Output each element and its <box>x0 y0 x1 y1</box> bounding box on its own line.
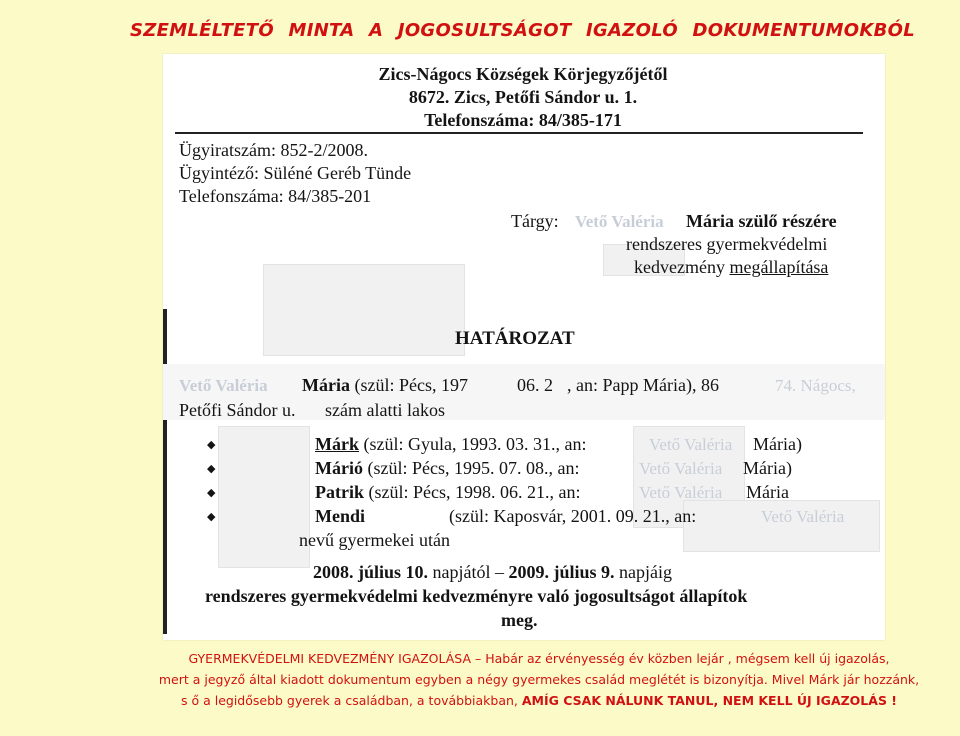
bullet-icon: ◆ <box>207 511 216 523</box>
subject-line2: rendszeres gyermekvédelmi <box>626 234 828 254</box>
redacted-child-mother: Vető Valéria <box>639 483 723 502</box>
issuer-name: Zics-Nágocs Községek Körjegyzőjétől <box>378 64 668 84</box>
issuer-phone: Telefonszáma: 84/385-171 <box>424 110 622 130</box>
child-line: Patrik (szül: Pécs, 1998. 06. 21., an: <box>315 482 581 502</box>
person-birthdate: 06. 2 <box>517 375 553 395</box>
paper-patch <box>263 264 465 356</box>
child-mother: Mária) <box>743 458 792 478</box>
document-heading: HATÁROZAT <box>455 328 575 349</box>
redacted-child-mother: Vető Valéria <box>649 435 733 454</box>
child-line: Márk (szül: Gyula, 1993. 03. 31., an: <box>315 434 587 454</box>
children-caption: nevű gyermekei után <box>299 530 450 550</box>
footer-line-1: GYERMEKVÉDELMI KEDVEZMÉNY IGAZOLÁSA – Habár az érvényesség év közben lejár , mégsem kell új igazolás, <box>188 651 890 666</box>
child-details: (szül: Kaposvár, 2001. 09. 21., an: <box>449 506 697 526</box>
redacted-address: 74. Nágocs, <box>775 376 856 395</box>
header-rule <box>175 132 863 134</box>
footer-line-2: mert a jegyző által kiadott dokumentum egyben a négy gyermekes család meglétét is bizonyítja. Mivel Márk jár hozzánk, <box>158 672 920 687</box>
bullet-icon: ◆ <box>207 463 216 475</box>
child-mother: Mária <box>746 482 789 502</box>
footer-emphasis: AMÍG CSAK NÁLUNK TANUL, NEM KELL ÚJ IGAZOLÁS ! <box>521 693 898 708</box>
child-line: Mendi <box>315 506 366 526</box>
decision-text: rendszeres gyermekvédelmi kedvezményre való jogosultságot állapítok <box>205 586 748 606</box>
subject-line1: Mária szülő részére <box>686 211 837 231</box>
redacted-name: Vető Valéria <box>575 212 664 231</box>
redacted-child-mother: Vető Valéria <box>761 507 845 526</box>
case-officer: Ügyintéző: Süléné Geréb Tünde <box>179 163 412 183</box>
case-number: Ügyiratszám: 852-2/2008. <box>179 140 368 160</box>
validity-period: 2008. július 10. napjától – 2009. július 9. napjáig <box>313 562 673 582</box>
decision-text-end: meg. <box>501 610 538 630</box>
officer-phone: Telefonszáma: 84/385-201 <box>179 186 372 206</box>
paper-patch <box>218 426 310 568</box>
redacted-child-mother: Vető Valéria <box>639 459 723 478</box>
person-residence: szám alatti lakos <box>325 400 445 420</box>
scan-edge <box>163 309 167 634</box>
subject-underlined: megállapítása <box>729 257 829 277</box>
subject-line3: kedvezmény megállapítása <box>634 257 829 277</box>
person-line1: Mária (szül: Pécs, 197 <box>302 375 468 395</box>
issuer-address: 8672. Zics, Petőfi Sándor u. 1. <box>408 87 638 107</box>
subject-label: Tárgy: <box>511 211 559 231</box>
redacted-person: Vető Valéria <box>179 376 268 395</box>
footer-line-3: s ő a legidősebb gyerek a családban, a továbbiakban, AMÍG CSAK NÁLUNK TANUL, NEM KELL ÚJ IGAZOLÁS ! <box>180 693 898 708</box>
person-street: Petőfi Sándor u. <box>179 400 296 420</box>
slide-footer <box>0 648 960 711</box>
child-mother: Mária) <box>753 434 802 454</box>
scanned-document <box>163 54 885 640</box>
person-mother: , an: Papp Mária), 86 <box>567 375 719 395</box>
slide-title: SZEMLÉLTETŐ MINTA A JOGOSULTSÁGOT IGAZOLÓ DOKUMENTUMOKBÓL <box>129 20 916 41</box>
bullet-icon: ◆ <box>207 439 216 451</box>
child-line: Márió (szül: Pécs, 1995. 07. 08., an: <box>315 458 580 478</box>
bullet-icon: ◆ <box>207 487 216 499</box>
